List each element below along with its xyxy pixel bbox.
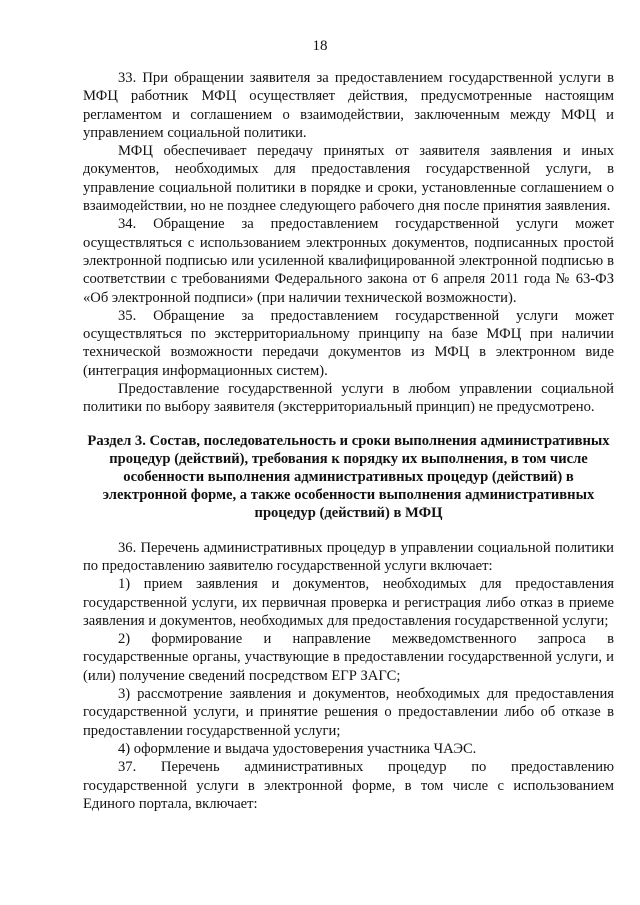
list-item-1: 1) прием заявления и документов, необходимых для предоставления государственной услуги, их первичная проверка и регистрация либо отказ в приеме заявления и документов, необходимых для предоставления государственной услуги; <box>83 576 614 629</box>
paragraph-mfc-transfer: МФЦ обеспечивает передачу принятых от заявителя заявления и иных документов, необходимых для предоставления государственной услуги, в управление социальной политики в порядке и сроки, установленные соглашением о взаимодействии, но не позднее следующего рабочего дня после принятия заявления. <box>83 143 614 215</box>
paragraph-35: 35. Обращение за предоставлением государственной услуги может осуществляться по экстерриториальному принципу на базе МФЦ при наличии технической возможности передачи документов из МФЦ в электронном виде (интеграция информационных систем). <box>83 307 614 379</box>
paragraph-extraterritorial: Предоставление государственной услуги в любом управлении социальной политики по выбору заявителя (экстерриториальный принцип) не предусмотрено. <box>83 381 614 416</box>
paragraph-36: 36. Перечень административных процедур в управлении социальной политики по предоставлению заявителю государственной услуги включает: <box>83 539 614 574</box>
page-number: 18 <box>312 38 328 54</box>
document-body <box>83 69 614 813</box>
paragraph-34: 34. Обращение за предоставлением государственной услуги может осуществляться с использованием электронных документов, подписанных простой электронной подписью или усиленной квалифицированной электронной подписью в соответствии с требованиями Федерального закона от 6 апреля 2011 года № 63-ФЗ «Об электронной подписи» (при наличии технической возможности). <box>83 216 614 306</box>
paragraph-37: 37. Перечень административных процедур по предоставлению государственной услуги в электронной форме, в том числе с использованием Единого портала, включает: <box>83 759 614 812</box>
paragraph-33: 33. При обращении заявителя за предоставлением государственной услуги в МФЦ работник МФЦ осуществляет действия, предусмотренные настоящим регламентом и соглашением о взаимодействии, заключенным между МФЦ и управлением социальной политики. <box>83 70 614 141</box>
list-item-4: 4) оформление и выдача удостоверения участника ЧАЭС. <box>118 740 477 757</box>
list-item-2: 2) формирование и направление межведомственного запроса в государственные органы, участвующие в предоставлении государственной услуги, и (или) получение сведений посредством ЕГР ЗАГС; <box>83 631 614 684</box>
section-title: Раздел 3. Состав, последовательность и сроки выполнения административных процедур (действий), требования к порядку их выполнения, в том числе особенности выполнения административных процедур (действий) в электронной форме, а также особенности выполнения административных процедур (действий) в МФЦ <box>87 432 610 522</box>
list-item-3: 3) рассмотрение заявления и документов, необходимых для предоставления государственной услуги, и принятие решения о предоставлении либо об отказе в предоставлении государственной услуги; <box>83 686 614 739</box>
